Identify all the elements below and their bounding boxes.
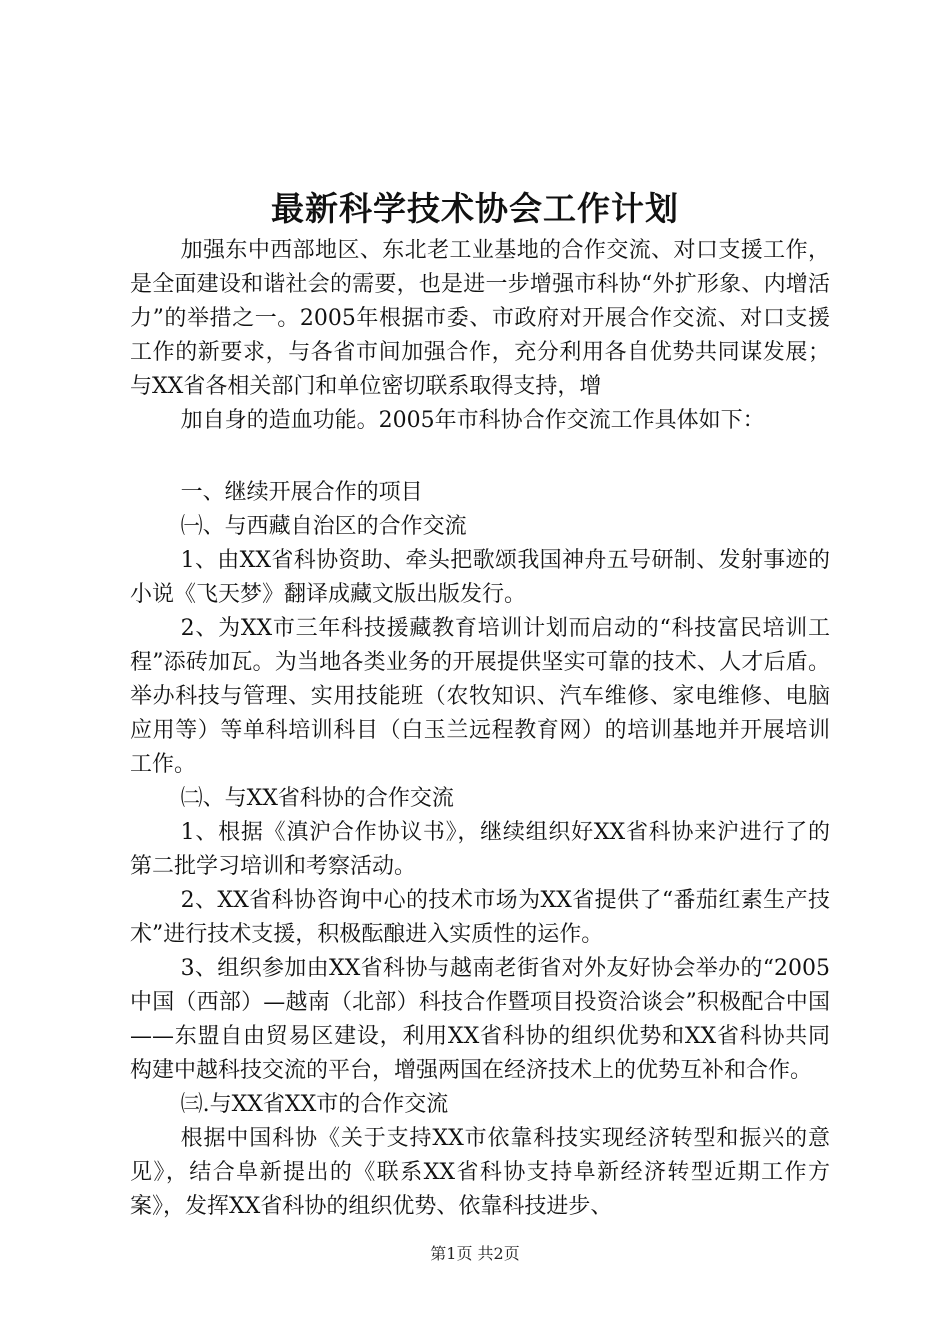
document-body (130, 234, 830, 1224)
paragraph-intro-continued: 加自身的造血功能。2005年市科协合作交流工作具体如下： (180, 408, 765, 433)
subsection-heading-city: ㈢.与XX省XX市的合作交流 (180, 1092, 449, 1117)
paragraph-city: 根据中国科协《关于支持XX市依靠科技实现经济转型和振兴的意见》，结合阜新提出的《联系XX省科协支持阜新经济转型近期工作方案》，发挥XX省科协的组织优势、依靠科技进步、 (130, 1126, 830, 1219)
paragraph-province-item-2: 2、XX省科协咨询中心的技术市场为XX省提供了“番茄红素生产技术”进行技术支援，积极酝酿进入实质性的运作。 (130, 888, 830, 947)
paragraph-province-item-1: 1、根据《滇沪合作协议书》，继续组织好XX省科协来沪进行了的第二批学习培训和考察活动。 (130, 820, 830, 879)
paragraph-tibet-item-2: 2、为XX市三年科技援藏教育培训计划而启动的“科技富民培训工程”添砖加瓦。为当地各类业务的开展提供坚实可靠的技术、人才后盾。举办科技与管理、实用技能班（农牧知识、汽车维修、家电维修、电脑应用等）等单科培训科目（白玉兰远程教育网）的培训基地并开展培训工作。 (130, 616, 830, 777)
subsection-heading-province: ㈡、与XX省科协的合作交流 (180, 786, 454, 811)
paragraph-spacer (130, 438, 830, 476)
subsection-heading-tibet: ㈠、与西藏自治区的合作交流 (180, 514, 467, 539)
paragraph-province-item-3: 3、组织参加由XX省科协与越南老街省对外友好协会举办的“2005中国（西部）—越南（北部）科技合作暨项目投资洽谈会”积极配合中国——东盟自由贸易区建设，利用XX省科协的组织优势和XX省科协共同构建中越科技交流的平台，增强两国在经济技术上的优势互补和合作。 (130, 956, 830, 1083)
document-title: 最新科学技术协会工作计划 (271, 189, 679, 228)
paragraph-intro: 加强东中西部地区、东北老工业基地的合作交流、对口支援工作，是全面建设和谐社会的需要，也是进一步增强市科协“外扩形象、内增活力”的举措之一。2005年根据市委、市政府对开展合作交流、对口支援工作的新要求，与各省市间加强合作，充分利用各自优势共同谋发展；与XX省各相关部门和单位密切联系取得支持，增 (130, 238, 830, 399)
page-footer: 第1页 共2页 (430, 1244, 520, 1263)
section-heading-1: 一、继续开展合作的项目 (180, 480, 423, 505)
paragraph-tibet-item-1: 1、由XX省科协资助、牵头把歌颂我国神舟五号研制、发射事迹的小说《飞天梦》翻译成藏文版出版发行。 (130, 548, 830, 607)
